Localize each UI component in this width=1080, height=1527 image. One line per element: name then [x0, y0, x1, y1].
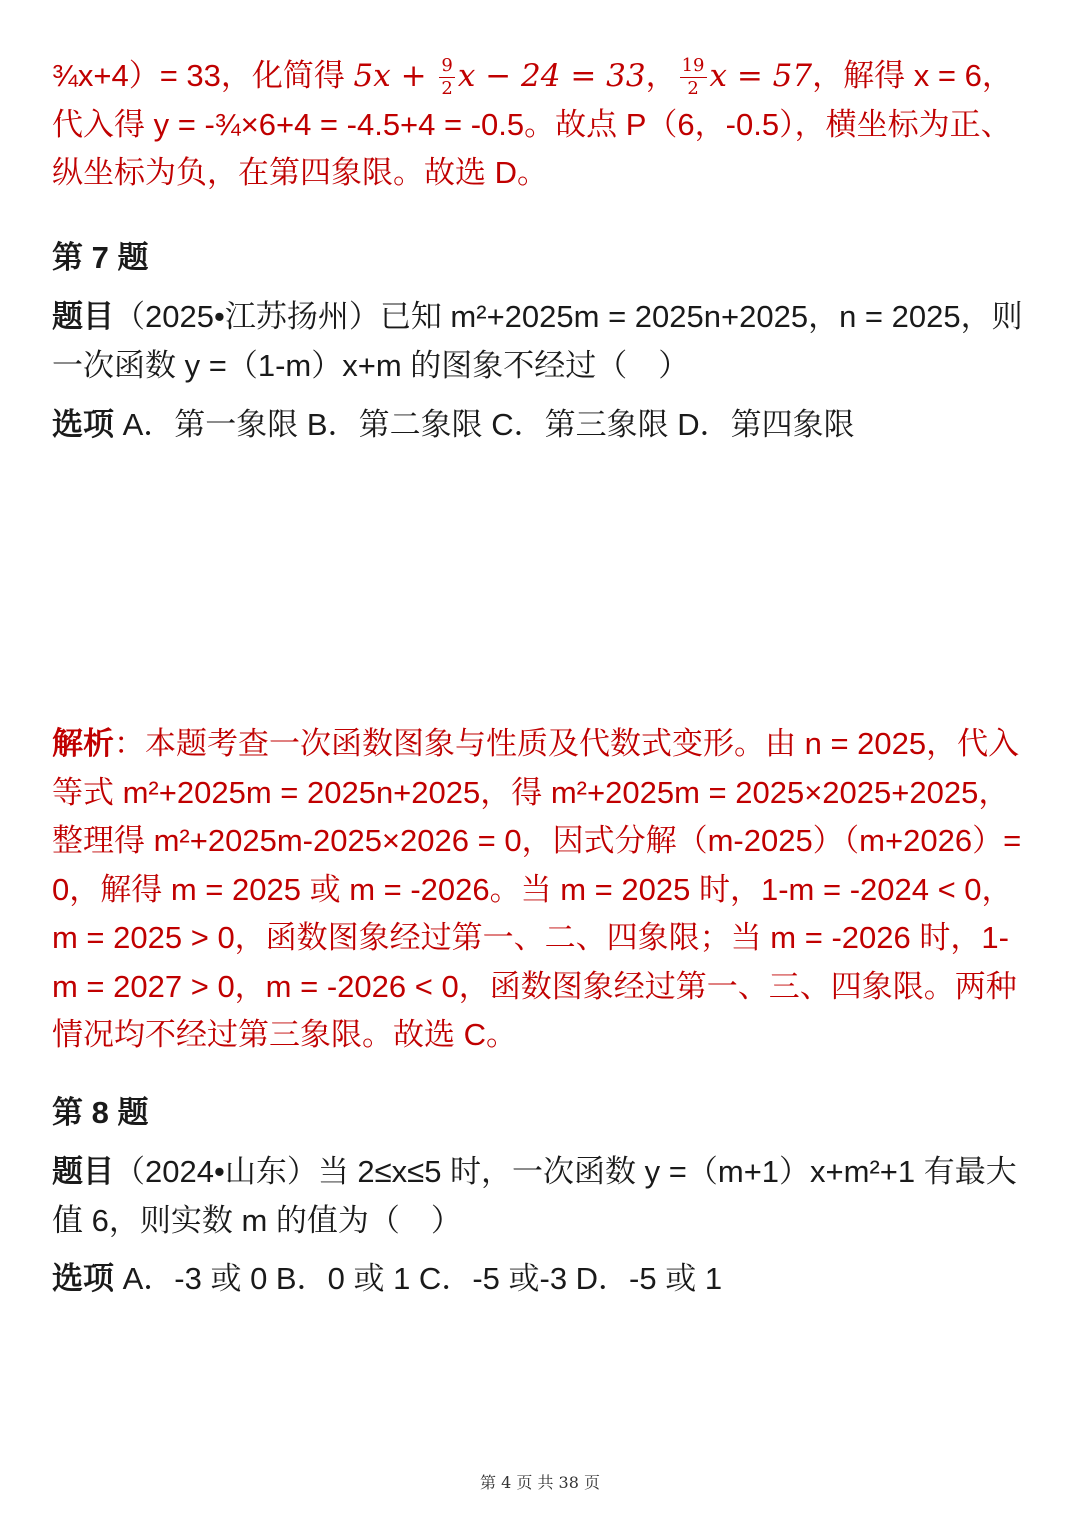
math-expression-1: 5x + — [353, 58, 437, 94]
math-expression-2: x − 24 = 33 — [457, 58, 646, 94]
analysis-label: 解析 — [52, 726, 114, 761]
fraction-denominator: 2 — [687, 78, 699, 100]
fraction-numerator: 19 — [681, 55, 705, 77]
answer-text-2: ， — [645, 58, 677, 93]
options-body: A．-3 或 0 B．0 或 1 C．-5 或-3 D．-5 或 1 — [114, 1261, 723, 1296]
options-body: A．第一象限 B．第二象限 C．第三象限 D．第四象限 — [114, 407, 855, 442]
question-7-text — [52, 293, 1028, 390]
question-body: （2025•江苏扬州）已知 m²+2025m = 2025n+2025，n = 2025，则一次函数 y =（1-m）x+m 的图象不经过（ ） — [52, 299, 1023, 383]
fraction-denominator: 2 — [441, 78, 453, 100]
question-8-text — [52, 1148, 1028, 1245]
analysis-body: ：本题考查一次函数图象与性质及代数式变形。由 n = 2025，代入等式 m²+2025m = 2025n+2025，得 m²+2025m = 2025×2025+2025，整理得 m²+2025m-2025×2026 = 0，因式分解（m-2025）（m+2026）= 0，解得 m = 2025 或 m = -2026。当 m = 2025 时，1-m = -2024 < 0，m = 2025 > 0，函数图象经过第一、二、四象限；当 m = -2026 时，1-m = 2027 > 0，m = -2026 < 0，函数图象经过第一、三、四象限。两种情况均不经过第三象限。故选 C。 — [52, 726, 1022, 1052]
fraction-nine-halves — [439, 56, 454, 99]
fraction-numerator: 9 — [441, 55, 453, 77]
question-8-heading: 第 8 题 — [52, 1095, 149, 1130]
answer-text-3: ，解得 x = 6，代入得 y = -¾×6+4 = -4.5+4 = -0.5。故点 P（6，-0.5），横坐标为正、纵坐标为负，在第四象限。故选 D。 — [52, 58, 1013, 190]
fraction-nineteen-halves — [680, 56, 707, 99]
question-label: 题目 — [52, 299, 114, 334]
options-label: 选项 — [52, 407, 114, 442]
options-label: 选项 — [52, 1261, 114, 1296]
question-label: 题目 — [52, 1154, 114, 1189]
previous-answer-block — [52, 52, 1028, 198]
question-8-options — [52, 1255, 722, 1304]
question-7-heading: 第 7 题 — [52, 240, 149, 275]
math-expression-3: x = 57 — [709, 58, 813, 94]
question-7-analysis — [52, 720, 1028, 1060]
question-7-options — [52, 401, 855, 450]
question-body: （2024•山东）当 2≤x≤5 时，一次函数 y =（m+1）x+m²+1 有最大值 6，则实数 m 的值为（ ） — [52, 1154, 1017, 1238]
page-number-footer: 第 4 页 共 38 页 — [480, 1473, 600, 1492]
answer-text-1: ¾x+4）= 33，化简得 — [52, 58, 354, 93]
